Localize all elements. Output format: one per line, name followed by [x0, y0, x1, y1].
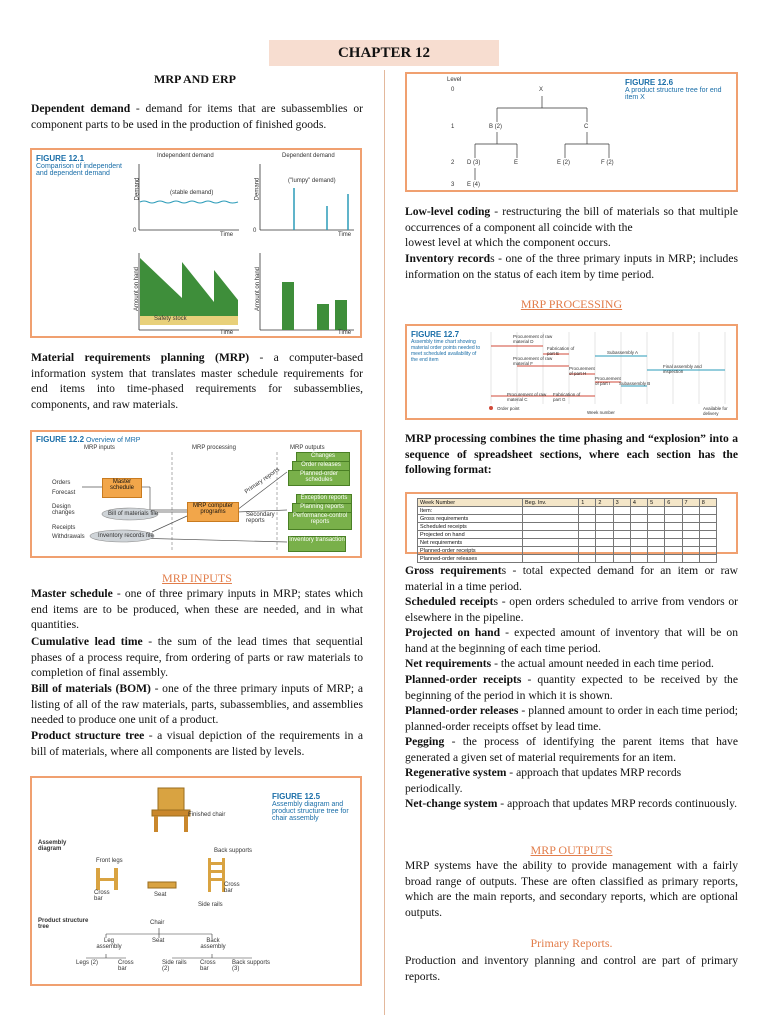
col-outputs: MRP outputs	[290, 445, 325, 451]
figure-caption-text: Overview of MRP	[85, 437, 141, 444]
definition: - quantity expected to be received by the beginning of the period in which it is shown.	[405, 673, 739, 702]
mrp-format-table	[417, 498, 717, 563]
orders-label: Orders	[52, 480, 71, 486]
node-x: X	[539, 87, 544, 93]
mrp-programs-box: MRP computer programs	[187, 502, 239, 522]
definition: s - total expected demand for an item or raw material in a time period.	[405, 564, 738, 593]
table-row: Gross requirements	[418, 515, 523, 523]
net-requirements-definition	[405, 656, 738, 672]
figure-caption-text: Assembly diagram and product structure tree for chair assembly	[272, 801, 349, 822]
definition: - one of three primary inputs in MRP; states which end items are to be produced, when these are needed, and in what quantities.	[31, 587, 364, 632]
figure-label: FIGURE 12.1	[36, 154, 85, 163]
chapter-subtitle: MRP AND ERP	[154, 72, 236, 86]
level-heading: Level	[447, 77, 462, 83]
term: Gross requirement	[405, 564, 502, 577]
tree-leg-assembly: Leg assembly	[96, 938, 122, 950]
node-c: C	[584, 124, 589, 130]
term: Dependent demand	[31, 102, 131, 115]
master-schedule-box: Master schedule	[102, 478, 142, 498]
definition: - the process of identifying the parent items that have generated a given set of material requirements for an item.	[405, 735, 738, 764]
exception-box: Exception reports	[296, 494, 352, 504]
term: Pegging	[405, 735, 445, 748]
table-row: Planned-order releases	[418, 555, 523, 563]
zero-label-2: 0	[253, 228, 257, 234]
product-tree-x	[407, 74, 736, 190]
bar-procure-h: Procurement of part H	[569, 366, 595, 376]
inventory-transaction-box: Inventory transaction	[288, 536, 346, 552]
table-row: Scheduled receipts	[418, 523, 523, 531]
header-week-1: 1	[579, 499, 596, 507]
seat-label: Seat	[154, 892, 167, 898]
term: Product structure tree	[31, 729, 145, 742]
header-beg-inv: Beg. Inv.	[523, 499, 579, 507]
table-row: Net requirements	[418, 539, 523, 547]
term: Master schedule	[31, 587, 113, 600]
node-e2: E (2)	[557, 160, 571, 166]
planned-order-box: Planned-order schedules	[288, 470, 350, 486]
inventory-records-definition	[405, 251, 738, 282]
table-row: Planned-order receipts	[418, 547, 523, 555]
tree-cross-bar: Cross bar	[118, 960, 134, 972]
figure-label: FIGURE 12.5	[272, 792, 321, 801]
cumulative-lead-definition	[31, 634, 363, 681]
time-axis-2: Time	[338, 232, 352, 238]
tree-back-assembly: Back assembly	[200, 938, 226, 950]
column-divider	[384, 70, 385, 1015]
projected-on-hand-definition	[405, 625, 738, 656]
planned-order-receipts-definition	[405, 672, 738, 703]
definition: - approach that updates MRP records continuously.	[497, 797, 738, 810]
time-axis-4: Time	[338, 330, 352, 336]
amount-axis: Amount on hand	[134, 266, 141, 312]
table-row: Item:	[418, 507, 523, 515]
tree-chair: Chair	[150, 920, 165, 926]
term: Net-change system	[405, 797, 498, 810]
definition: - expected amount of inventory that will be on hand at the beginning of each time period.	[405, 626, 738, 655]
finished-chair-label: Finished chair	[188, 812, 226, 818]
order-point-label: Order point	[497, 406, 520, 411]
term: Net requirements	[405, 657, 492, 670]
figure-caption-text: Comparison of independent and dependent demand	[36, 163, 123, 177]
heading-primary-reports: Primary Reports.	[530, 936, 613, 950]
definition: - the sum of the lead times that sequential phases of a process require, from ordering of parts or raw materials to completion of final assembly.	[31, 635, 363, 680]
node-b: B (2)	[489, 124, 503, 130]
back-supports-label: Back supports	[214, 848, 253, 854]
design-changes-label: Design changes	[52, 504, 75, 516]
definition-tail: lowest level at which the component occurs.	[405, 236, 611, 250]
chapter-title: CHAPTER 12	[269, 40, 499, 66]
withdrawals-label: Withdrawals	[52, 534, 85, 540]
bom-definition	[31, 681, 363, 728]
header-week-number: Week Number	[418, 499, 523, 507]
header-week-4: 4	[630, 499, 647, 507]
master-schedule-definition	[31, 586, 363, 633]
definition: - approach that updates MRP records periodically.	[405, 766, 682, 795]
tree-side-rails: Side rails (2)	[162, 960, 187, 972]
col-independent: Independent demand	[157, 153, 214, 159]
net-change-system-definition	[405, 796, 738, 812]
demand-axis-2: Demand	[254, 177, 261, 201]
term: Scheduled receipt	[405, 595, 494, 608]
demand-axis: Demand	[134, 177, 141, 201]
level-0: 0	[451, 87, 455, 93]
term: Planned-order releases	[405, 704, 519, 717]
receipts-label: Receipts	[52, 525, 76, 531]
col-processing: MRP processing	[192, 445, 236, 451]
amount-axis-2: Amount on hand	[255, 266, 262, 312]
term: Material requirements planning (MRP)	[31, 351, 250, 364]
week-number-label: Week number	[587, 410, 615, 415]
term: Cumulative lead time	[31, 635, 143, 648]
term: Planned-order receipts	[405, 673, 522, 686]
figure-label: FIGURE 12.2	[36, 435, 85, 444]
regenerative-system-definition	[405, 765, 738, 796]
bar-procure-d: Procurement of raw material D	[513, 334, 553, 344]
heading-mrp-processing: MRP PROCESSING	[520, 297, 623, 311]
bar-procure-c: Procurement of raw material C	[507, 392, 547, 402]
assembly-diagram-label: Assembly diagram	[38, 840, 67, 852]
chair-assembly-diagram	[32, 778, 360, 984]
definition: - a visual depiction of the requirements in a bill of materials, where all components are listed by levels.	[31, 729, 363, 758]
header-week-5: 5	[648, 499, 665, 507]
node-f: F (2)	[601, 160, 614, 166]
definition: - planned amount to order in each time period; planned-order receipts offset by lead time.	[405, 704, 738, 733]
figure-12-6	[405, 72, 738, 192]
mrp-outputs-text: MRP systems have the ability to provide management with a fairly broad range of outputs. These are often classified as primary reports, which are the main reports, and secondary reports, which are optional outputs.	[405, 859, 738, 919]
product-structure-tree-definition	[31, 728, 363, 759]
bar-fab-g: Fabrication of part G	[553, 392, 581, 402]
bar-subassy-b: Subassembly B	[619, 381, 651, 386]
header-week-2: 2	[596, 499, 613, 507]
figure-caption-text: Assembly time chart showing material order points needed to meet scheduled availability of the end item	[411, 339, 481, 363]
term: Bill of materials (BOM)	[31, 682, 151, 695]
term: Inventory record	[405, 252, 491, 265]
time-axis-3: Time	[220, 330, 234, 336]
col-inputs: MRP inputs	[84, 445, 115, 451]
secondary-reports-label: Secondary reports	[246, 512, 275, 524]
planned-order-releases-definition	[405, 703, 738, 734]
col-dependent: Dependent demand	[282, 153, 335, 159]
tree-seat: Seat	[152, 938, 165, 944]
figure-caption-text: A product structure tree for end item X	[625, 87, 722, 101]
order-releases-box: Order releases	[292, 461, 350, 471]
bar-final: Final assembly and inspection	[663, 364, 702, 374]
bom-file-label: Bill of materials file	[108, 511, 159, 517]
mrp-format-table-figure	[405, 492, 738, 562]
term: Low-level coding	[405, 205, 491, 218]
definition: - a computer-based information system that translates master schedule requirements for end items into time-phased requirements for subassemblies, components, and raw materials.	[31, 351, 363, 411]
definition: - the actual amount needed in each time period.	[491, 657, 714, 670]
bar-procure-f: Procurement of raw material F	[513, 356, 553, 366]
safety-stock-label: Safety stock	[154, 316, 187, 322]
figure-12-7	[405, 324, 738, 420]
performance-box: Performance-control reports	[288, 512, 352, 530]
figure-label: FIGURE 12.7	[411, 330, 460, 339]
product-structure-tree-label: Product structure tree	[38, 918, 89, 930]
cross-bar-label: Cross bar	[94, 890, 110, 902]
tree-cross-bar-2: Cross bar	[200, 960, 216, 972]
cross-bar-label-2: Cross bar	[224, 882, 240, 894]
level-1: 1	[451, 124, 455, 130]
definition: - restructuring the bill of materials so that multiple occurrences of a component all coincide with the	[405, 205, 738, 234]
front-legs-label: Front legs	[96, 858, 123, 864]
definition: - demand for items that are subassemblies or component parts to be used in the production of finished goods.	[31, 102, 363, 131]
changes-box: Changes	[296, 452, 350, 462]
primary-reports-label: Primary reports	[243, 466, 282, 496]
forecast-label: Forecast	[52, 490, 76, 496]
lumpy-label: ("lumpy" demand)	[288, 178, 336, 184]
dependent-demand-definition	[31, 101, 363, 132]
zero-label: 0	[133, 228, 137, 234]
side-rails-label: Side rails	[198, 902, 223, 908]
table-row: Projected on hand	[418, 531, 523, 539]
figure-label: FIGURE 12.6	[625, 78, 674, 87]
tree-legs: Legs (2)	[76, 960, 99, 966]
node-e: E	[514, 160, 519, 166]
header-week-3: 3	[613, 499, 630, 507]
heading-mrp-inputs: MRP INPUTS	[162, 571, 232, 585]
mrp-processing-text: MRP processing combines the time phasing and “explosion” into a sequence of spreadsheet sections, where each section has the following format:	[405, 432, 738, 477]
deliver-label: Available for delivery	[703, 406, 728, 416]
definition: - one of the three primary inputs of MRP; a listing of all of the raw materials, parts, subassemblies, and assemblies needed to produce one unit of a product.	[31, 682, 363, 727]
figure-12-1	[30, 148, 362, 338]
figure-12-2	[30, 430, 362, 558]
planning-box: Planning reports	[292, 503, 352, 513]
low-level-coding-definition	[405, 204, 738, 251]
bar-subassy-a: Subassembly A	[607, 350, 639, 355]
figure-12-5	[30, 776, 362, 986]
header-week-6: 6	[665, 499, 682, 507]
stable-label: (stable demand)	[170, 190, 214, 196]
primary-reports-text: Production and inventory planning and control are part of primary reports.	[405, 954, 738, 983]
level-3: 3	[451, 182, 455, 188]
level-2: 2	[451, 160, 455, 166]
node-d: D (3)	[467, 160, 481, 166]
bar-procure-i: Procurement of part I	[595, 376, 621, 386]
heading-mrp-outputs: MRP OUTPUTS	[530, 843, 613, 857]
definition: s - one of the three primary inputs in MRP; includes information on the status of each item by time period.	[405, 252, 739, 281]
scheduled-receipts-definition	[405, 594, 738, 625]
inv-records-label: Inventory records file	[98, 533, 154, 539]
definition: s - open orders scheduled to arrive from vendors or elsewhere in the pipeline.	[405, 595, 739, 624]
node-e4: E (4)	[467, 182, 481, 188]
term: Projected on hand	[405, 626, 501, 639]
header-week-7: 7	[682, 499, 699, 507]
pegging-definition	[405, 734, 738, 765]
tree-back-supports: Back supports (3)	[232, 960, 271, 972]
term: Regenerative system	[405, 766, 507, 779]
header-week-8: 8	[699, 499, 716, 507]
time-axis: Time	[220, 232, 234, 238]
bar-fab-e: Fabrication of part E	[547, 346, 575, 356]
mrp-definition	[31, 350, 363, 412]
gross-requirements-definition	[405, 563, 738, 594]
